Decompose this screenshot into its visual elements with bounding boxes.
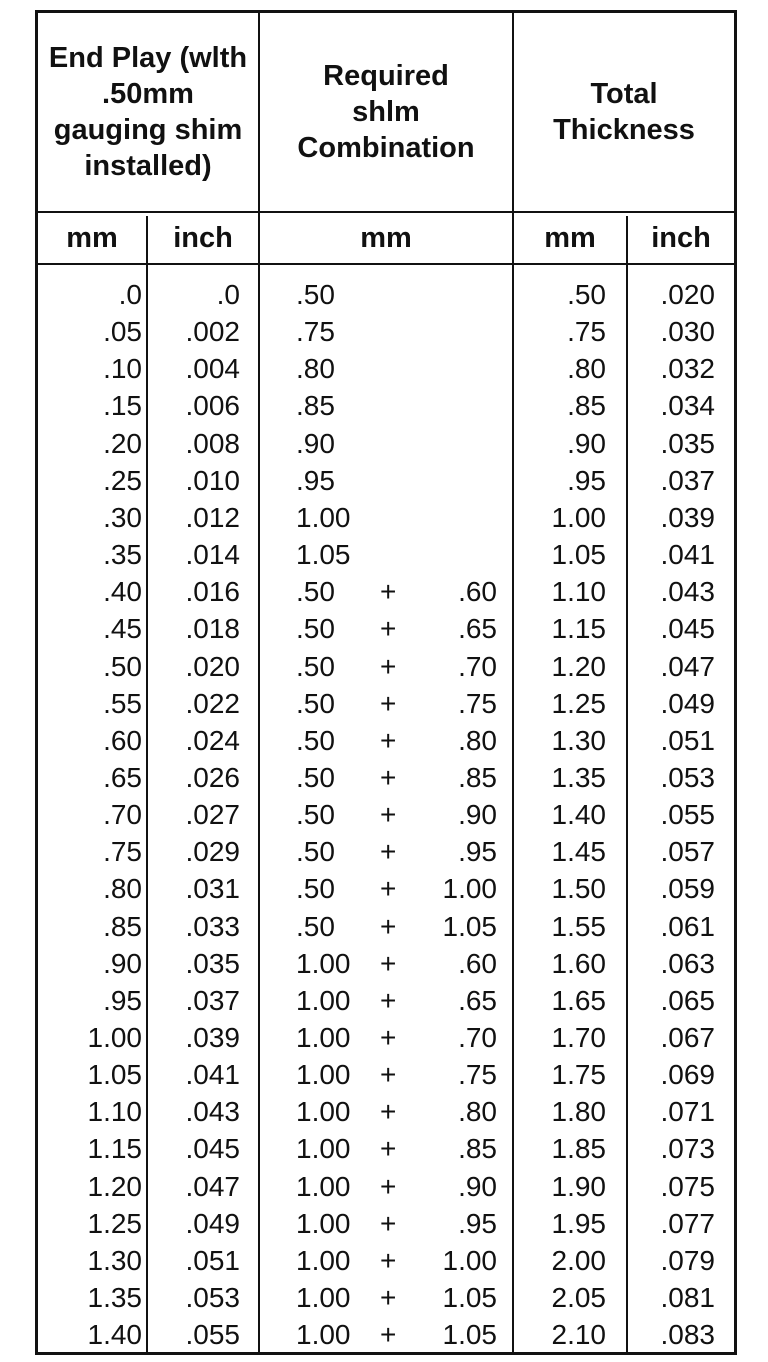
table-row bbox=[38, 1168, 734, 1205]
shim-first-cell: .90 bbox=[296, 427, 335, 459]
shim-first-cell: .50 bbox=[296, 687, 335, 719]
shim-second-cell: 1.05 bbox=[442, 1282, 497, 1314]
end-play-mm-cell: .45 bbox=[103, 613, 142, 645]
total-inch-cell: .057 bbox=[660, 836, 715, 868]
table-row bbox=[38, 722, 734, 759]
table-row bbox=[38, 536, 734, 573]
shim-first-cell: .95 bbox=[296, 464, 335, 496]
total-inch-cell: .030 bbox=[660, 316, 715, 348]
total-mm-cell: 1.75 bbox=[551, 1059, 606, 1091]
shim-first-cell: 1.00 bbox=[296, 501, 351, 533]
table-row bbox=[38, 425, 734, 462]
end-play-mm-cell: .15 bbox=[103, 390, 142, 422]
end-play-inch-cell: .008 bbox=[185, 427, 240, 459]
shim-first-cell: .50 bbox=[296, 724, 335, 756]
total-inch-cell: .083 bbox=[660, 1319, 715, 1351]
total-inch-cell: .049 bbox=[660, 687, 715, 719]
table-row bbox=[38, 1242, 734, 1279]
shim-first-cell: 1.00 bbox=[296, 1096, 351, 1128]
end-play-inch-cell: .002 bbox=[185, 316, 240, 348]
shim-first-cell: 1.00 bbox=[296, 1207, 351, 1239]
shim-second-cell: .85 bbox=[458, 1133, 497, 1165]
end-play-mm-cell: .85 bbox=[103, 910, 142, 942]
total-inch-cell: .059 bbox=[660, 873, 715, 905]
total-mm-cell: 1.25 bbox=[551, 687, 606, 719]
table-row bbox=[38, 870, 734, 907]
end-play-mm-cell: 1.35 bbox=[87, 1282, 142, 1314]
total-mm-cell: 1.70 bbox=[551, 1022, 606, 1053]
table-row bbox=[38, 499, 734, 536]
subheader-required-mm: mm bbox=[360, 221, 412, 254]
plus-sign: + bbox=[380, 687, 397, 719]
plus-sign: + bbox=[380, 873, 397, 905]
table-row bbox=[38, 313, 734, 350]
shim-first-cell: .50 bbox=[296, 799, 335, 831]
end-play-mm-cell: .35 bbox=[103, 539, 142, 571]
shim-second-cell: .65 bbox=[458, 984, 497, 1016]
end-play-mm-cell: .55 bbox=[103, 687, 142, 719]
table-row bbox=[38, 945, 734, 982]
total-mm-cell: 1.45 bbox=[551, 836, 606, 868]
shim-second-cell: 1.05 bbox=[442, 1319, 497, 1351]
total-mm-cell: 2.00 bbox=[551, 1244, 606, 1276]
subheader-total-inch: inch bbox=[651, 221, 711, 254]
header-required-shim: Required shlm Combination bbox=[297, 60, 475, 164]
total-mm-cell: 1.10 bbox=[551, 576, 606, 608]
shim-first-cell: .50 bbox=[296, 613, 335, 645]
total-mm-cell: 1.55 bbox=[551, 910, 606, 942]
end-play-mm-cell: 1.40 bbox=[87, 1319, 142, 1351]
total-inch-cell: .079 bbox=[660, 1244, 715, 1276]
end-play-mm-cell: .75 bbox=[103, 836, 142, 868]
total-mm-cell: .85 bbox=[567, 390, 606, 422]
shim-selection-table bbox=[35, 10, 737, 1355]
plus-sign: + bbox=[380, 650, 397, 682]
table-row bbox=[38, 759, 734, 796]
end-play-inch-cell: .031 bbox=[185, 873, 240, 905]
total-inch-cell: .051 bbox=[660, 724, 715, 756]
shim-first-cell: .50 bbox=[296, 279, 335, 310]
total-mm-cell: 1.20 bbox=[551, 650, 606, 682]
table-row bbox=[38, 796, 734, 833]
table-row bbox=[38, 610, 734, 647]
plus-sign: + bbox=[380, 1059, 397, 1091]
end-play-mm-cell: .25 bbox=[103, 464, 142, 496]
subheader-total-mm: mm bbox=[544, 221, 596, 254]
plus-sign: + bbox=[380, 1170, 397, 1202]
plus-sign: + bbox=[380, 613, 397, 645]
end-play-mm-cell: .05 bbox=[103, 316, 142, 348]
total-mm-cell: 1.50 bbox=[551, 873, 606, 905]
subheader-end-play-inch: inch bbox=[173, 221, 233, 254]
shim-second-cell: .70 bbox=[458, 650, 497, 682]
shim-first-cell: 1.00 bbox=[296, 947, 351, 979]
total-inch-cell: .041 bbox=[660, 539, 715, 571]
table-row bbox=[38, 1316, 734, 1353]
total-mm-cell: 1.05 bbox=[551, 539, 606, 571]
table-row bbox=[38, 462, 734, 499]
total-mm-cell: 1.35 bbox=[551, 761, 606, 793]
shim-first-cell: .85 bbox=[296, 390, 335, 422]
end-play-inch-cell: .027 bbox=[185, 799, 240, 831]
shim-first-cell: .50 bbox=[296, 576, 335, 608]
plus-sign: + bbox=[380, 836, 397, 868]
total-mm-cell: 2.05 bbox=[551, 1282, 606, 1314]
shim-second-cell: .95 bbox=[458, 836, 497, 868]
end-play-mm-cell: 1.05 bbox=[87, 1059, 142, 1091]
total-mm-cell: 1.80 bbox=[551, 1096, 606, 1128]
plus-sign: + bbox=[380, 1319, 397, 1351]
header-total-thickness: Total Thickness bbox=[553, 78, 695, 146]
end-play-inch-cell: .033 bbox=[185, 910, 240, 942]
end-play-inch-cell: .029 bbox=[185, 836, 240, 868]
total-mm-cell: 2.10 bbox=[551, 1319, 606, 1351]
total-inch-cell: .063 bbox=[660, 947, 715, 979]
total-mm-cell: 1.85 bbox=[551, 1133, 606, 1165]
subheader-divider bbox=[38, 263, 734, 265]
end-play-mm-cell: .95 bbox=[103, 984, 142, 1016]
end-play-inch-cell: .026 bbox=[185, 761, 240, 793]
total-inch-cell: .047 bbox=[660, 650, 715, 682]
total-mm-cell: 1.00 bbox=[551, 501, 606, 533]
end-play-mm-cell: .80 bbox=[103, 873, 142, 905]
table-row bbox=[38, 350, 734, 387]
end-play-inch-cell: .004 bbox=[185, 353, 240, 385]
end-play-mm-cell: .30 bbox=[103, 501, 142, 533]
total-inch-cell: .045 bbox=[660, 613, 715, 645]
end-play-inch-cell: .049 bbox=[185, 1207, 240, 1239]
shim-second-cell: .60 bbox=[458, 576, 497, 608]
end-play-mm-cell: .40 bbox=[103, 576, 142, 608]
table-row bbox=[38, 908, 734, 945]
total-mm-cell: 1.65 bbox=[551, 984, 606, 1016]
plus-sign: + bbox=[380, 1207, 397, 1239]
total-mm-cell: 1.15 bbox=[551, 613, 606, 645]
plus-sign: + bbox=[380, 1244, 397, 1276]
shim-first-cell: 1.00 bbox=[296, 1059, 351, 1091]
total-inch-cell: .061 bbox=[660, 910, 715, 942]
end-play-inch-cell: .014 bbox=[185, 539, 240, 571]
end-play-inch-cell: .022 bbox=[185, 687, 240, 719]
table-row bbox=[38, 833, 734, 870]
total-inch-cell: .073 bbox=[660, 1133, 715, 1165]
shim-first-cell: .50 bbox=[296, 910, 335, 942]
total-inch-cell: .037 bbox=[660, 464, 715, 496]
end-play-inch-cell: .047 bbox=[185, 1170, 240, 1202]
shim-first-cell: .75 bbox=[296, 316, 335, 348]
table-row bbox=[38, 1019, 734, 1056]
plus-sign: + bbox=[380, 761, 397, 793]
shim-second-cell: .95 bbox=[458, 1207, 497, 1239]
total-inch-cell: .065 bbox=[660, 984, 715, 1016]
plus-sign: + bbox=[380, 984, 397, 1016]
table-row bbox=[38, 276, 734, 313]
end-play-inch-cell: .055 bbox=[185, 1319, 240, 1351]
total-inch-cell: .071 bbox=[660, 1096, 715, 1128]
end-play-inch-cell: .045 bbox=[185, 1133, 240, 1165]
end-play-inch-cell: .041 bbox=[185, 1059, 240, 1091]
end-play-mm-cell: 1.25 bbox=[87, 1207, 142, 1239]
plus-sign: + bbox=[380, 1022, 397, 1053]
total-inch-cell: .020 bbox=[660, 279, 715, 310]
end-play-inch-cell: .018 bbox=[185, 613, 240, 645]
shim-first-cell: 1.00 bbox=[296, 1282, 351, 1314]
end-play-mm-cell: 1.15 bbox=[87, 1133, 142, 1165]
total-mm-cell: .95 bbox=[567, 464, 606, 496]
table-row bbox=[38, 1205, 734, 1242]
end-play-inch-cell: .0 bbox=[216, 279, 240, 310]
total-mm-cell: 1.60 bbox=[551, 947, 606, 979]
total-inch-cell: .053 bbox=[660, 761, 715, 793]
table-row bbox=[38, 648, 734, 685]
shim-second-cell: .75 bbox=[458, 687, 497, 719]
plus-sign: + bbox=[380, 1282, 397, 1314]
end-play-mm-cell: .20 bbox=[103, 427, 142, 459]
total-mm-cell: 1.95 bbox=[551, 1207, 606, 1239]
shim-second-cell: .90 bbox=[458, 799, 497, 831]
table-row bbox=[38, 1130, 734, 1167]
total-mm-cell: 1.90 bbox=[551, 1170, 606, 1202]
end-play-mm-cell: .10 bbox=[103, 353, 142, 385]
end-play-mm-cell: 1.20 bbox=[87, 1170, 142, 1202]
plus-sign: + bbox=[380, 1133, 397, 1165]
shim-first-cell: .80 bbox=[296, 353, 335, 385]
table-row bbox=[38, 1056, 734, 1093]
shim-first-cell: 1.00 bbox=[296, 1133, 351, 1165]
shim-second-cell: 1.05 bbox=[442, 910, 497, 942]
end-play-mm-cell: .50 bbox=[103, 650, 142, 682]
shim-first-cell: 1.00 bbox=[296, 1170, 351, 1202]
end-play-inch-cell: .039 bbox=[185, 1022, 240, 1053]
table-row bbox=[38, 982, 734, 1019]
table-row bbox=[38, 387, 734, 424]
table-row bbox=[38, 1279, 734, 1316]
end-play-mm-cell: 1.10 bbox=[87, 1096, 142, 1128]
shim-first-cell: .50 bbox=[296, 836, 335, 868]
shim-first-cell: 1.00 bbox=[296, 984, 351, 1016]
shim-second-cell: .80 bbox=[458, 724, 497, 756]
total-inch-cell: .077 bbox=[660, 1207, 715, 1239]
shim-second-cell: .60 bbox=[458, 947, 497, 979]
end-play-mm-cell: 1.00 bbox=[87, 1022, 142, 1053]
shim-second-cell: .70 bbox=[458, 1022, 497, 1053]
header-end-play: End Play (wlth .50mm gauging shim installed) bbox=[48, 42, 248, 182]
table-row bbox=[38, 573, 734, 610]
shim-second-cell: .90 bbox=[458, 1170, 497, 1202]
shim-second-cell: .85 bbox=[458, 761, 497, 793]
plus-sign: + bbox=[380, 724, 397, 756]
total-mm-cell: 1.40 bbox=[551, 799, 606, 831]
shim-first-cell: .50 bbox=[296, 761, 335, 793]
end-play-inch-cell: .043 bbox=[185, 1096, 240, 1128]
end-play-inch-cell: .006 bbox=[185, 390, 240, 422]
end-play-mm-cell: .90 bbox=[103, 947, 142, 979]
plus-sign: + bbox=[380, 799, 397, 831]
end-play-mm-cell: .70 bbox=[103, 799, 142, 831]
end-play-mm-cell: 1.30 bbox=[87, 1244, 142, 1276]
end-play-inch-cell: .016 bbox=[185, 576, 240, 608]
end-play-mm-cell: .0 bbox=[118, 279, 142, 310]
shim-first-cell: 1.00 bbox=[296, 1244, 351, 1276]
total-mm-cell: 1.30 bbox=[551, 724, 606, 756]
end-play-mm-cell: .65 bbox=[103, 761, 142, 793]
plus-sign: + bbox=[380, 910, 397, 942]
plus-sign: + bbox=[380, 576, 397, 608]
total-inch-cell: .043 bbox=[660, 576, 715, 608]
total-mm-cell: .80 bbox=[567, 353, 606, 385]
end-play-inch-cell: .037 bbox=[185, 984, 240, 1016]
total-inch-cell: .055 bbox=[660, 799, 715, 831]
shim-first-cell: 1.00 bbox=[296, 1022, 351, 1053]
shim-second-cell: .65 bbox=[458, 613, 497, 645]
total-inch-cell: .081 bbox=[660, 1282, 715, 1314]
end-play-mm-cell: .60 bbox=[103, 724, 142, 756]
shim-second-cell: .80 bbox=[458, 1096, 497, 1128]
end-play-inch-cell: .010 bbox=[185, 464, 240, 496]
table-row bbox=[38, 685, 734, 722]
end-play-inch-cell: .053 bbox=[185, 1282, 240, 1314]
plus-sign: + bbox=[380, 947, 397, 979]
shim-second-cell: .75 bbox=[458, 1059, 497, 1091]
total-mm-cell: .50 bbox=[567, 279, 606, 310]
total-inch-cell: .034 bbox=[660, 390, 715, 422]
end-play-inch-cell: .024 bbox=[185, 724, 240, 756]
shim-first-cell: 1.05 bbox=[296, 539, 351, 571]
total-inch-cell: .032 bbox=[660, 353, 715, 385]
total-inch-cell: .039 bbox=[660, 501, 715, 533]
total-mm-cell: .75 bbox=[567, 316, 606, 348]
total-inch-cell: .069 bbox=[660, 1059, 715, 1091]
total-mm-cell: .90 bbox=[567, 427, 606, 459]
plus-sign: + bbox=[380, 1096, 397, 1128]
subheader-end-play-mm: mm bbox=[66, 221, 118, 254]
shim-first-cell: .50 bbox=[296, 873, 335, 905]
shim-second-cell: 1.00 bbox=[442, 1244, 497, 1276]
total-inch-cell: .035 bbox=[660, 427, 715, 459]
end-play-inch-cell: .012 bbox=[185, 501, 240, 533]
table-row bbox=[38, 1093, 734, 1130]
shim-second-cell: 1.00 bbox=[442, 873, 497, 905]
end-play-inch-cell: .051 bbox=[185, 1244, 240, 1276]
shim-first-cell: 1.00 bbox=[296, 1319, 351, 1351]
end-play-inch-cell: .035 bbox=[185, 947, 240, 979]
total-inch-cell: .067 bbox=[660, 1022, 715, 1053]
end-play-inch-cell: .020 bbox=[185, 650, 240, 682]
total-inch-cell: .075 bbox=[660, 1170, 715, 1202]
shim-first-cell: .50 bbox=[296, 650, 335, 682]
